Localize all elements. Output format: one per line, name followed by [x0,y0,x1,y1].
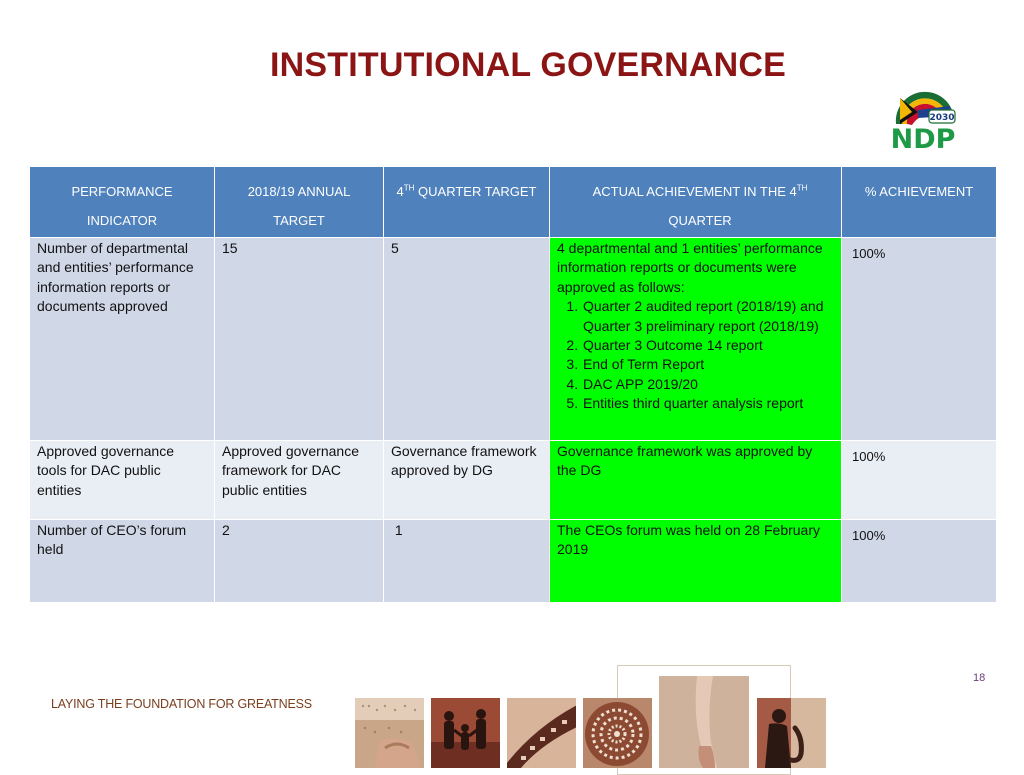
actual-intro-text: 4 departmental and 1 entities’ performance information reports or documents were approved as follows: [557,240,823,295]
percent-cell: 100% [842,441,997,520]
governance-table [29,166,997,603]
actual-achievement-cell: The CEOs forum was held on 28 February 2019 [550,520,842,603]
ballet-dancer-photo [659,676,749,768]
logo-year-text: 2030 [929,113,955,123]
percent-cell: 100% [842,238,997,441]
header-annual-target: 2018/19 ANNUAL TARGET [215,167,384,238]
list-item: 5. Entities third quarter analysis report [582,394,834,413]
annual-target-cell: 2 [215,520,384,603]
indicator-cell: Number of CEO’s forum held [30,520,215,603]
logo-name-text: NDP [890,124,956,154]
indicator-cell: Approved governance tools for DAC public entities [30,441,215,520]
annual-target-cell: Approved governance framework for DAC public entities [215,441,384,520]
quarter-target-cell: 1 [384,520,550,603]
header-percent-achievement: % ACHIEVEMENT [842,167,997,238]
ndp-2030-logo [888,84,962,154]
quarter-target-cell: 5 [384,238,550,441]
table-header-row [30,167,997,238]
list-item: 4. DAC APP 2019/20 [582,375,834,394]
page-number: 18 [973,672,986,684]
annual-target-cell: 15 [215,238,384,441]
header-performance-indicator: PERFORMANCE INDICATOR [30,167,215,238]
achievement-list [557,297,834,413]
list-item: 3. End of Term Report [582,355,834,374]
actual-achievement-cell: Governance framework was approved by the DG [550,441,842,520]
braille-reading-photo [355,698,424,768]
table-row [30,441,997,520]
indicator-cell: Number of departmental and entities’ performance information reports or documents approved [30,238,215,441]
film-reel-photo [507,698,576,768]
footer-tagline: LAYING THE FOUNDATION FOR GREATNESS [51,697,312,711]
percent-cell: 100% [842,520,997,603]
list-item: 1. Quarter 2 audited report (2018/19) and Quarter 3 preliminary report (2018/19) [582,297,834,336]
header-quarter-target: 4TH QUARTER TARGET [384,167,550,238]
table-row [30,238,997,441]
list-item: 2. Quarter 3 Outcome 14 report [582,336,834,355]
beadwork-pattern-photo [583,698,652,768]
header-actual-achievement: ACTUAL ACHIEVEMENT IN THE 4TH QUARTER [550,167,842,238]
table-row [30,520,997,603]
saxophone-player-photo [757,698,826,768]
family-silhouette-photo [431,698,500,768]
quarter-target-cell: Governance framework approved by DG [384,441,550,520]
actual-achievement-cell [550,238,842,441]
slide-title: INSTITUTIONAL GOVERNANCE [269,46,787,84]
